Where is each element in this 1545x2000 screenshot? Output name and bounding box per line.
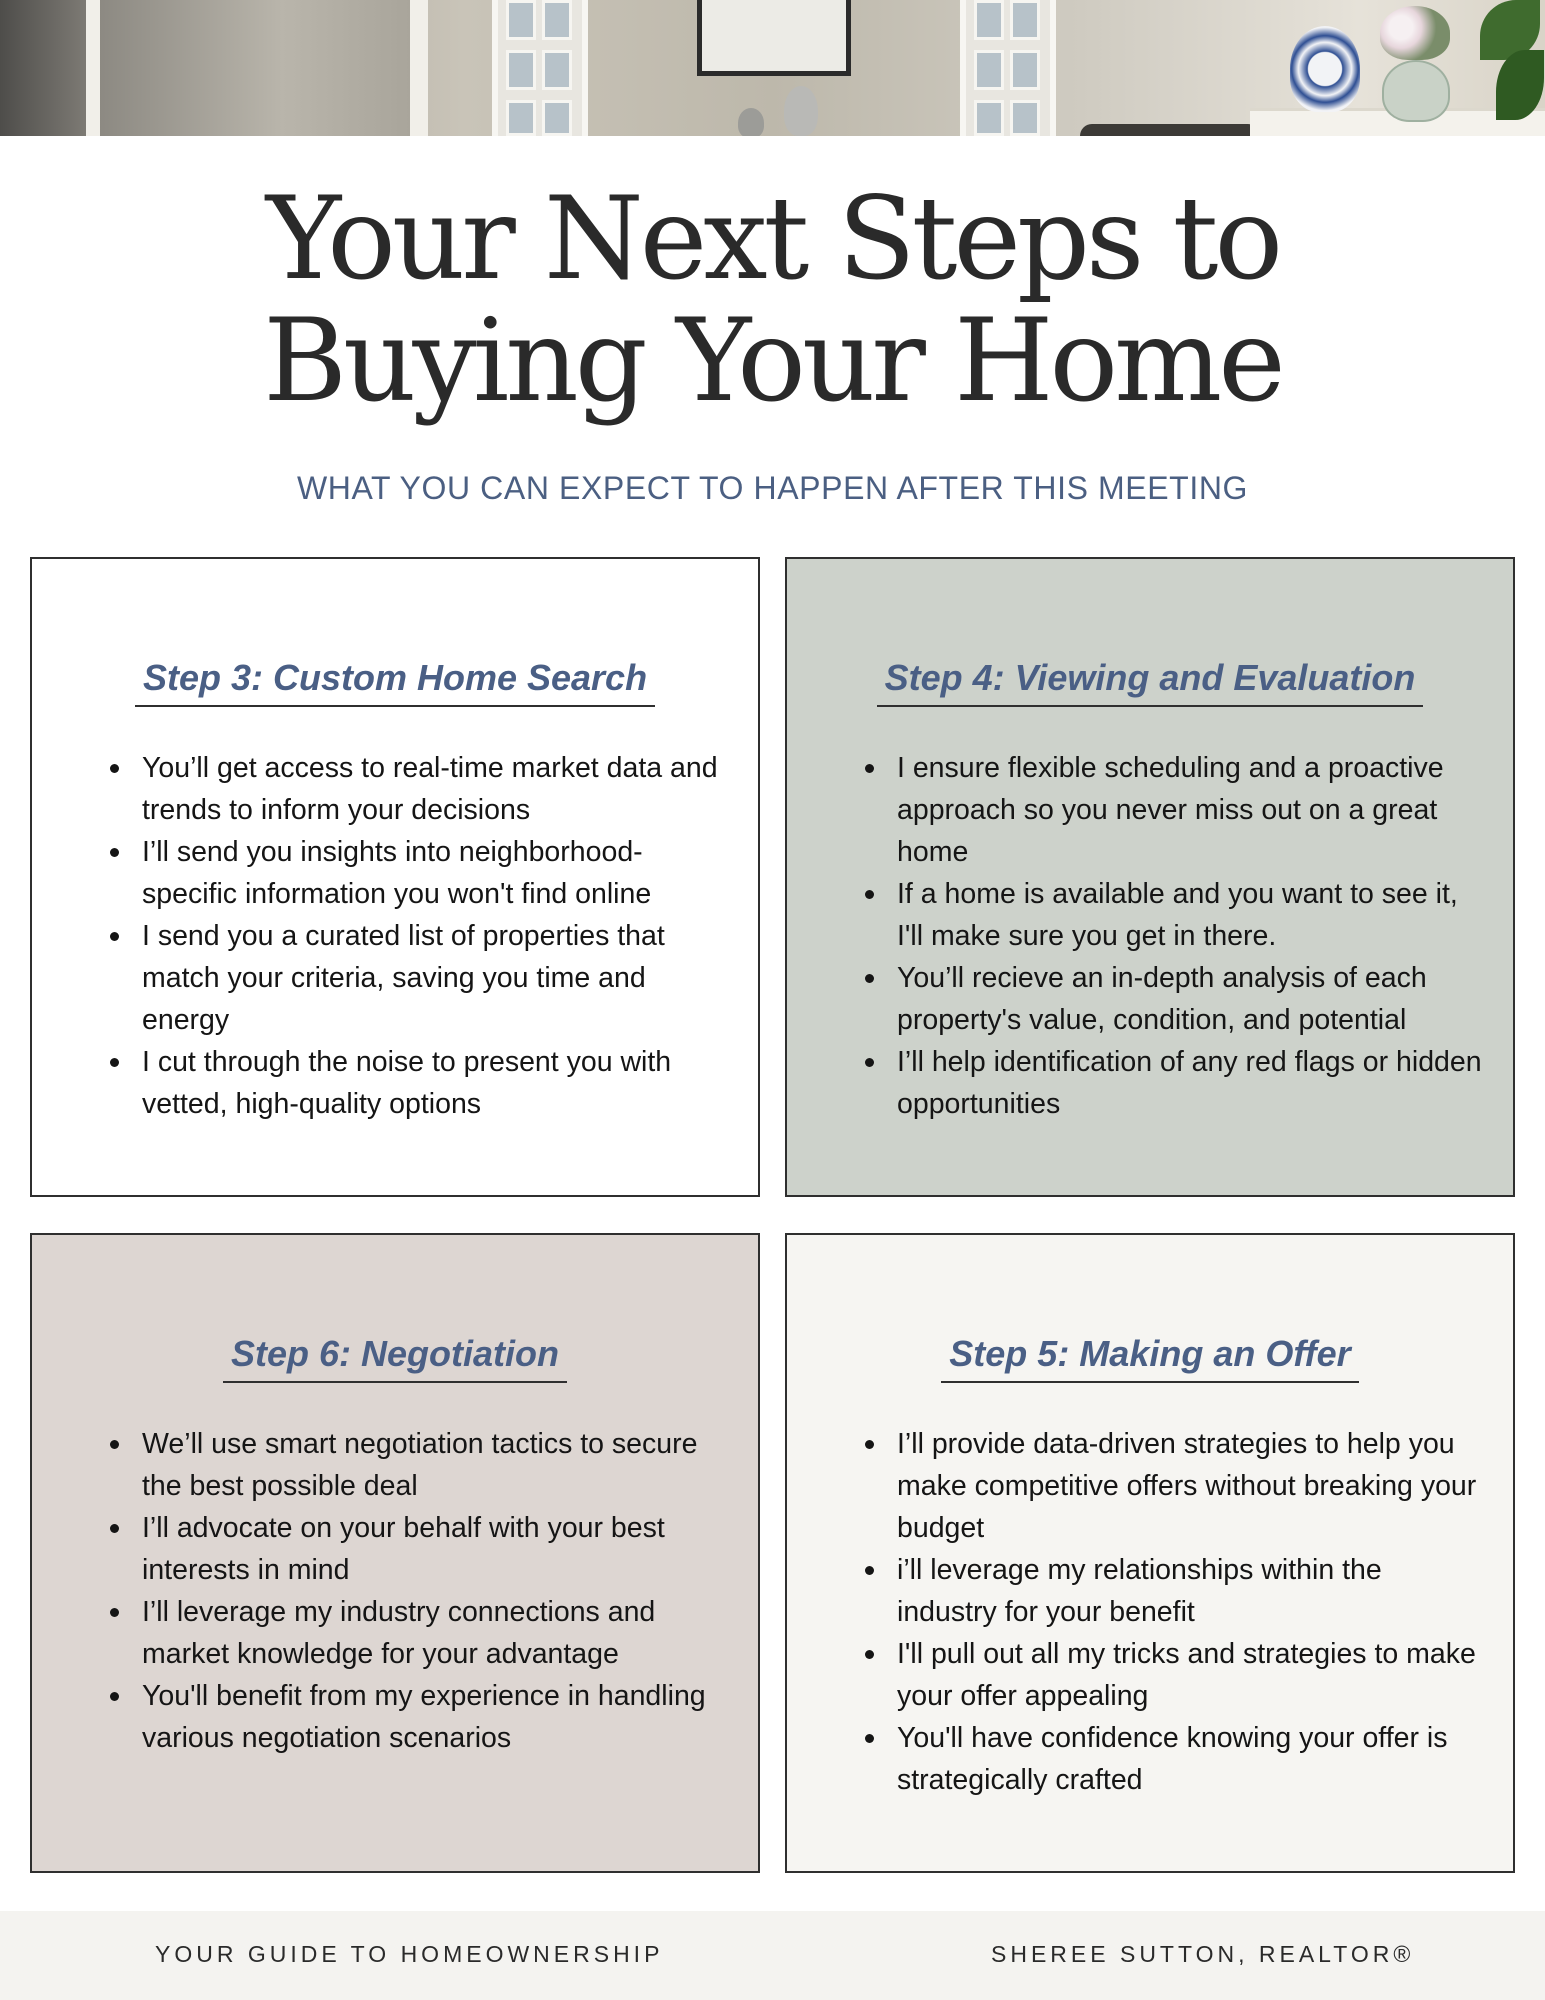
list-item: I’ll leverage my industry connections and market knowledge for your advantage [110,1591,730,1675]
footer-bar [0,1911,1545,2000]
list-item: I’ll help identification of any red flags or hidden opportunities [865,1041,1485,1125]
step-5-bullet-list [865,1423,1485,1801]
step-6-bullet-list [110,1423,730,1759]
list-item: I cut through the noise to present you with vetted, high-quality options [110,1041,730,1125]
list-item: I send you a curated list of properties that match your criteria, saving you time and energy [110,915,730,1041]
page-title [0,172,1545,427]
step-6-heading: Step 6: Negotiation [223,1333,567,1383]
title-line-2: Buying Your Home [263,294,1282,427]
list-item: I’ll advocate on your behalf with your best interests in mind [110,1507,730,1591]
step-3-card [30,557,760,1197]
step-5-card [785,1233,1515,1873]
hero-interior-photo [0,0,1545,136]
list-item: You'll benefit from my experience in handling various negotiation scenarios [110,1675,730,1759]
page-subtitle: WHAT YOU CAN EXPECT TO HAPPEN AFTER THIS MEETING [296,470,1249,506]
list-item: If a home is available and you want to see it, I'll make sure you get in there. [865,873,1485,957]
list-item: I’ll provide data-driven strategies to help you make competitive offers without breaking your budget [865,1423,1485,1549]
list-item: You'll have confidence knowing your offer is strategically crafted [865,1717,1485,1801]
step-3-heading: Step 3: Custom Home Search [135,657,655,707]
step-4-card [785,557,1515,1197]
list-item: I’ll send you insights into neighborhood-specific information you won't find online [110,831,730,915]
step-6-card [30,1233,760,1873]
list-item: i’ll leverage my relationships within the industry for your benefit [865,1549,1485,1633]
step-4-bullet-list [865,747,1485,1125]
footer-guide-text: YOUR GUIDE TO HOMEOWNERSHIP [155,1941,664,1967]
step-3-bullet-list [110,747,730,1125]
title-line-1: Your Next Steps to [265,172,1280,305]
list-item: I'll pull out all my tricks and strategies to make your offer appealing [865,1633,1485,1717]
list-item: You’ll get access to real-time market data and trends to inform your decisions [110,747,730,831]
list-item: I ensure flexible scheduling and a proactive approach so you never miss out on a great home [865,747,1485,873]
step-4-heading: Step 4: Viewing and Evaluation [877,657,1424,707]
footer-realtor-name: SHEREE SUTTON, REALTOR® [991,1941,1415,1967]
step-5-heading: Step 5: Making an Offer [941,1333,1358,1383]
list-item: You’ll recieve an in-depth analysis of each property's value, condition, and potential [865,957,1485,1041]
list-item: We’ll use smart negotiation tactics to secure the best possible deal [110,1423,730,1507]
